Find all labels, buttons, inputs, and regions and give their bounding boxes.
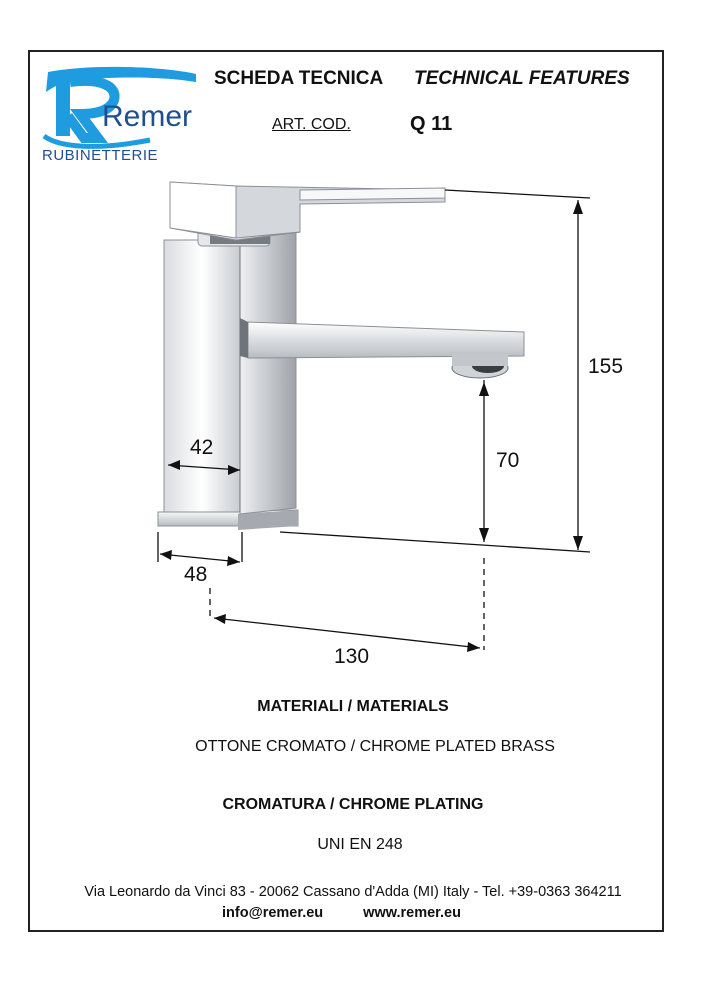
- dimension-155: 155: [588, 355, 624, 378]
- lever-handle: [170, 182, 445, 240]
- email-link[interactable]: info@remer.eu: [222, 905, 324, 921]
- article-code: Q 11: [410, 113, 453, 135]
- website-link[interactable]: www.remer.eu: [363, 905, 461, 921]
- plating-value: UNI EN 248: [317, 836, 403, 853]
- article-code-label: ART. COD.: [272, 116, 351, 133]
- dimension-48: 48: [184, 563, 208, 586]
- materials-value: OTTONE CROMATO / CHROME PLATED BRASS: [195, 738, 555, 755]
- faucet-base: [158, 510, 298, 530]
- dimension-70: 70: [496, 449, 520, 472]
- dimension-42: 42: [190, 436, 214, 459]
- contacts: [222, 905, 501, 921]
- logo-wordmark: Remer: [102, 100, 193, 133]
- company-address: Via Leonardo da Vinci 83 - 20062 Cassano d'Adda (MI) Italy - Tel. +39-0363 364211: [84, 884, 622, 900]
- logo-subtitle: RUBINETTERIE: [42, 147, 159, 164]
- faucet-drawing: [140, 170, 660, 690]
- materials-title: MATERIALI / MATERIALS: [257, 698, 449, 715]
- title-italian: SCHEDA TECNICA: [214, 68, 384, 89]
- dimension-130: 130: [334, 645, 370, 668]
- title-english: TECHNICAL FEATURES: [414, 68, 630, 89]
- plating-title: CROMATURA / CHROME PLATING: [222, 796, 484, 813]
